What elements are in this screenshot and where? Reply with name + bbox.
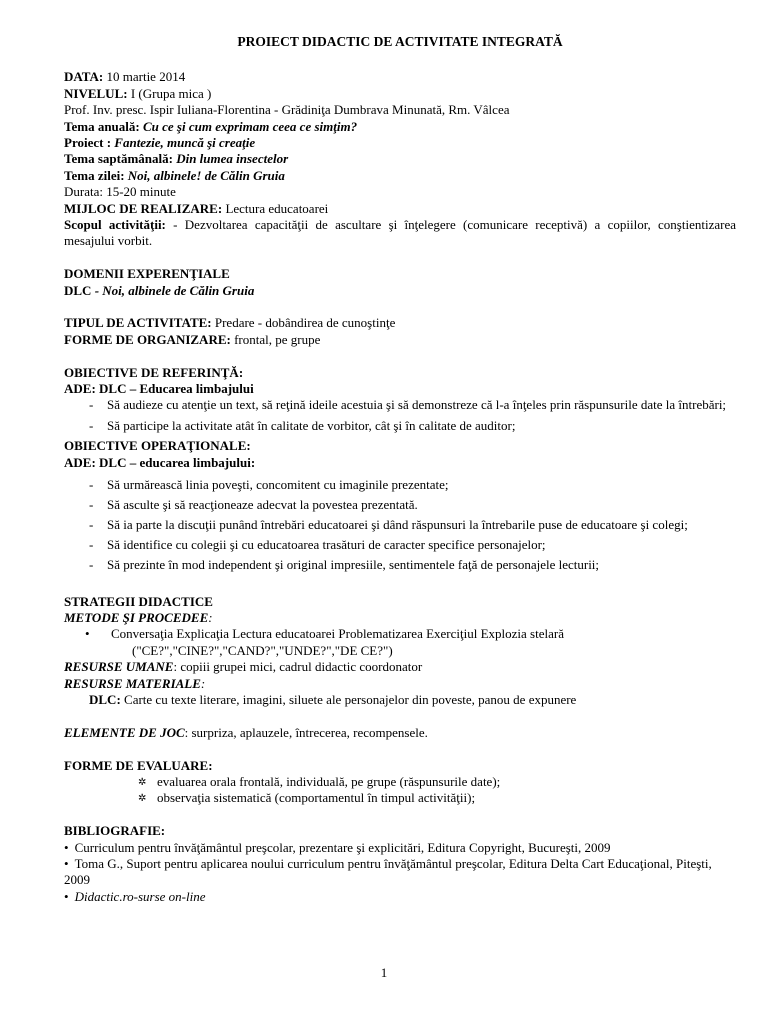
evaluare-item-text: evaluarea orala frontală, individuală, pe grupe (răspunsurile date); [157,773,501,789]
forme-evaluare-heading-text: FORME DE EVALUARE: [64,757,213,773]
dash-marker: - [89,557,94,573]
header-fields [64,69,736,217]
header-field-label: Tema saptămânală: [64,151,173,167]
metode-item-text: Conversaţia Explicaţia Lectura educatoarei Problematizarea Exerciţiul Explozia stelară [111,626,564,642]
document-body [64,34,736,905]
bibliografie-item [64,889,736,905]
tipul-label: TIPUL DE ACTIVITATE: [64,315,212,331]
header-field [64,201,736,217]
metode-label: METODE ŞI PROCEDEE [64,609,209,625]
list-item [64,557,736,573]
domenii-dlc-label: DLC [64,282,92,298]
metode-continuation: ("CE?","CINE?","CAND?","UNDE?","DE CE?") [132,642,393,658]
header-field-value: Prof. Inv. presc. Ispir Iuliana-Florentina - Grădiniţa Dumbrava Minunată, Rm. Vâlcea [64,102,510,118]
metode-colon: : [208,609,213,625]
header-field [64,69,736,85]
star-bullet-icon: ✲ [138,776,147,788]
bibliografie-item [64,840,736,856]
dash-marker: - [89,477,94,493]
obiective-operationale-subheading-text: ADE: DLC – educarea limbajului: [64,454,256,470]
list-item-text: Să identifice cu colegii şi cu educatoarea trasături de caracter specifice personajelor; [107,537,546,553]
dash-marker: - [89,537,94,553]
header-field-label: DATA: [64,69,104,85]
dash-marker: - [89,417,94,433]
list-item-text: Să prezinte în mod independent şi original impresiile, sentimentele faţă de personajele lecturii; [107,557,600,573]
list-item [64,537,736,553]
header-field [64,151,736,167]
list-item-text: Să audieze cu atenţie un text, să reţină ideile acestuia şi să demonstreze că l-a înţeles prin răspunsurile date la întrebări; [107,397,727,413]
obiective-referinta-subheading [64,381,736,397]
list-item-text: Să asculte şi să reacţioneaze adecvat la povestea prezentată. [107,497,418,513]
tipul-value: Predare - dobândirea de cunoştinţe [211,315,396,331]
list-item-text: Să ia parte la discuţii punând întrebări educatoarei şi dând răspunsuri la întrebarile puse de educatoare şi colegi; [107,517,688,533]
list-item [64,397,736,413]
elemente-joc [64,725,736,741]
header-field-value: Durata: 15-20 minute [64,184,176,200]
obiective-referinta-heading [64,365,736,381]
header-field-label: NIVELUL: [64,85,128,101]
metode-item [64,626,736,642]
scop-value: - Dezvoltarea capacităţii de ascultare şi înţelegere (comunicare receptivă) a copiilor, conştientizarea mesajului vorbit. [64,217,736,249]
header-field [64,102,736,118]
strategii-heading [64,594,736,610]
list-item [64,477,736,493]
list-item [64,497,736,513]
forme-organizare [64,332,736,348]
header-field [64,119,736,135]
header-field-value: Noi, albinele! de Călin Gruia [124,167,285,183]
bibliografie-item [64,856,736,889]
bibliografie-item-text: Toma G., Suport pentru aplicarea noului curriculum pentru învăţământul preşcolar, Editura Delta Cart Educaţional, Piteşti, 2009 [64,855,712,888]
domenii-dlc-value: - Noi, albinele de Călin Gruia [91,282,255,298]
list-item [64,418,736,434]
header-field [64,168,736,184]
resurse-dlc-label: DLC: [89,691,121,707]
header-field-label: Tema zilei: [64,167,125,183]
obiective-operationale-heading [64,438,736,454]
header-field-value: I (Grupa mica ) [127,85,212,101]
evaluare-item-text: observaţia sistematică (comportamentul în timpul activităţii); [157,790,476,806]
metode-list [64,626,736,642]
obiective-referinta-heading-text: OBIECTIVE DE REFERINŢĂ: [64,364,244,380]
list-item-text: Să urmărească linia poveşti, concomitent cu imaginile prezentate; [107,477,449,493]
resurse-materiale [64,676,736,692]
header-field [64,184,736,200]
obiective-referinta-subheading-text: ADE: DLC – Educarea limbajului [64,381,254,397]
dash-marker: - [89,497,94,513]
forme-evaluare-heading [64,758,736,774]
resurse-materiale-dlc [64,692,736,708]
header-field-label: Proiect : [64,135,112,151]
bibliografie-item-text: Curriculum pentru învăţământul preşcolar, prezentare şi explicitări, Editura Copyright, Bucureşti, 2009 [74,839,611,855]
domenii-dlc [64,283,736,299]
bibliografie-heading [64,823,736,839]
elemente-joc-label: ELEMENTE DE JOC [64,724,185,740]
bullet-marker: • [85,626,90,642]
evaluare-item [64,774,736,790]
resurse-materiale-label: RESURSE MATERIALE [64,675,201,691]
scop-activitatii [64,217,736,250]
metode-heading [64,610,736,626]
page-number: 1 [380,965,388,980]
header-field-label: MIJLOC DE REALIZARE: [64,200,223,216]
scop-label: Scopul activităţii: [64,217,166,233]
elemente-joc-value: : surpriza, aplauzele, întrecerea, recompensele. [184,724,428,740]
strategii-heading-text: STRATEGII DIDACTICE [64,593,213,609]
forme-org-label: FORME DE ORGANIZARE: [64,331,231,347]
header-field-value: Fantezie, muncă şi creaţie [111,135,256,151]
forme-evaluare-list [64,774,736,807]
header-field-value: Cu ce şi cum exprimam ceea ce simţim? [139,118,358,134]
header-field [64,86,736,102]
document-title: PROIECT DIDACTIC DE ACTIVITATE INTEGRATĂ [237,34,563,49]
star-bullet-icon: ✲ [138,793,147,805]
obiective-operationale-list [64,477,736,573]
header-field-label: Tema anuală: [64,118,140,134]
header-field-value: Din lumea insectelor [172,151,289,167]
evaluare-item [64,790,736,806]
resurse-umane-value: : copiii grupei mici, cadrul didactic coordonator [173,659,423,675]
tipul-activitate [64,315,736,331]
obiective-referinta-list [64,397,736,434]
bullet-marker: • [64,839,69,855]
obiective-operationale-subheading [64,455,736,471]
obiective-operationale-heading-text: OBIECTIVE OPERAŢIONALE: [64,438,251,454]
header-field-value: 10 martie 2014 [103,69,186,85]
bullet-marker: • [64,888,69,904]
domenii-heading-text: DOMENII EXPERENŢIALE [64,266,230,282]
bibliografie-list [64,840,736,906]
resurse-materiale-colon: : [200,675,206,691]
dash-marker: - [89,397,94,413]
list-item [64,517,736,533]
bullet-marker: • [64,855,69,871]
list-item-text: Să participe la activitate atât în calitate de vorbitor, cât şi în calitate de auditor; [107,417,516,433]
resurse-dlc-value: Carte cu texte literare, imagini, siluete ale personajelor din poveste, panou de expunere [120,691,577,707]
header-field-value: Lectura educatoarei [222,200,329,216]
header-field [64,135,736,151]
bibliografie-heading-text: BIBLIOGRAFIE: [64,823,166,839]
domenii-heading [64,266,736,282]
forme-org-value: frontal, pe grupe [230,331,321,347]
resurse-umane-label: RESURSE UMANE [64,659,174,675]
dash-marker: - [89,517,94,533]
bibliografie-item-text: Didactic.ro-surse on-line [74,888,206,904]
resurse-umane [64,659,736,675]
